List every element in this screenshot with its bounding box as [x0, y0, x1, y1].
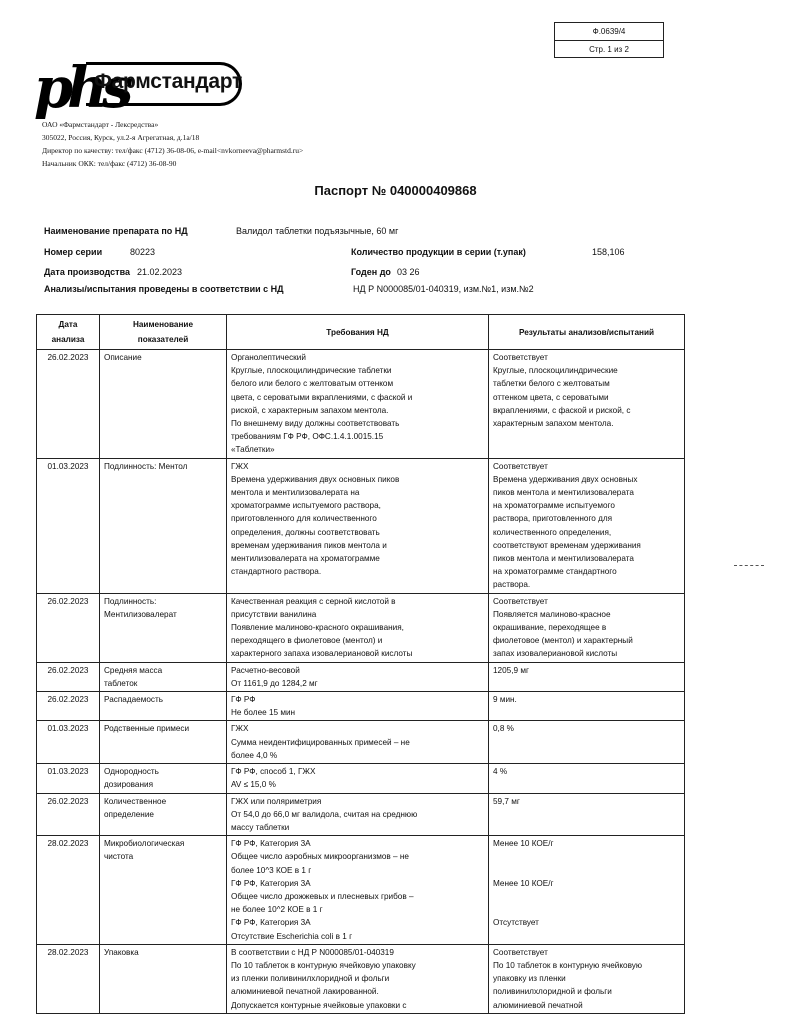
cell-requirement: ГЖХ Сумма неидентифицированных примесей – не более 4,0 %: [227, 721, 489, 764]
production-date-label: Дата производства: [44, 267, 130, 277]
page-number: Стр. 1 из 2: [589, 45, 629, 54]
cell-requirement: ГФ РФ, способ 1, ГЖХ AV ≤ 15,0 %: [227, 764, 489, 793]
table-row: [37, 944, 685, 1013]
cell-indicator: Упаковка: [100, 944, 227, 1013]
cell-requirement: ГФ РФ Не более 15 мин: [227, 692, 489, 721]
drug-label: Наименование препарата по НД: [44, 226, 188, 236]
cell-result: Соответствует Времена удерживания двух основных пиков ментола и ментилизовалерата на хроматограмме испытуемого раствора, приготовленного для количественного определения, соответствуют временам удерживания пиков ментола и ментилизовалерата на хроматограмме стандартного раствора.: [489, 458, 685, 593]
quantity-label: Количество продукции в серии (т.упак): [351, 247, 526, 257]
cell-date: 28.02.2023: [37, 944, 100, 1013]
cell-indicator: Средняя масса таблеток: [100, 662, 227, 691]
table-row: [37, 692, 685, 721]
cell-requirement: В соответствии с НД Р N000085/01-040319 По 10 таблеток в контурную ячейковую упаковку из пленки поливинилхлоридной и фольги алюминиевой печатной лакированной. Допускается контурные ячейковые упаковки с: [227, 944, 489, 1013]
form-code: Ф.0639/4: [555, 23, 663, 41]
analysis-standard-label: Анализы/испытания проведены в соответствии с НД: [44, 284, 284, 294]
cell-date: 26.02.2023: [37, 662, 100, 691]
table-row: [37, 350, 685, 459]
header-requirements: Требования НД: [227, 315, 489, 350]
table-row: [37, 662, 685, 691]
cell-result: 1205,9 мг: [489, 662, 685, 691]
cell-indicator: Однородность дозирования: [100, 764, 227, 793]
expiry-label: Годен до: [351, 267, 391, 277]
cell-date: 01.03.2023: [37, 764, 100, 793]
cell-result: Менее 10 КОЕ/г Менее 10 КОЕ/г Отсутствует: [489, 836, 685, 945]
cell-date: 26.02.2023: [37, 692, 100, 721]
logo-mark: phs: [34, 55, 128, 121]
company-okk-head: Начальник ОКК: тел/факс (4712) 36-08-90: [42, 159, 177, 168]
form-code-box: [554, 22, 664, 58]
cell-date: 26.02.2023: [37, 793, 100, 836]
cell-date: 01.03.2023: [37, 458, 100, 593]
table-row: [37, 836, 685, 945]
cell-indicator: Родственные примеси: [100, 721, 227, 764]
logo-name: Фармстандарт: [94, 70, 242, 93]
cell-requirement: ГЖХ или поляриметрия От 54,0 до 66,0 мг валидола, считая на среднюю массу таблетки: [227, 793, 489, 836]
table-row: [37, 793, 685, 836]
drug-value: Валидол таблетки подъязычные, 60 мг: [236, 226, 399, 236]
results-table: [36, 314, 685, 1014]
cell-result: 59,7 мг: [489, 793, 685, 836]
cell-requirement: Расчетно-весовой От 1161,9 до 1284,2 мг: [227, 662, 489, 691]
table-row: [37, 593, 685, 662]
cell-requirement: ГЖХ Времена удерживания двух основных пиков ментола и ментилизовалерата на хроматограмме испытуемого раствора, приготовленного для количественного определения, должны соответствовать временам удерживания пиков ментола и ментилизовалерата на хроматограмме стандартного раствора.: [227, 458, 489, 593]
quantity-value: 158,106: [592, 247, 625, 257]
page-title: Паспорт № 040000409868: [314, 183, 477, 198]
table-header-row: [37, 315, 685, 350]
cell-date: 01.03.2023: [37, 721, 100, 764]
margin-scan-mark: [734, 565, 764, 572]
cell-indicator: Количественное определение: [100, 793, 227, 836]
cell-result: 0,8 %: [489, 721, 685, 764]
cell-requirement: Качественная реакция с серной кислотой в присутствии ванилина Появление малиново-красного окрашивания, переходящего в фиолетовое (ментол) и характерного запаха изовалериановой кислоты: [227, 593, 489, 662]
cell-date: 26.02.2023: [37, 350, 100, 459]
expiry-value: 03 26: [397, 267, 420, 277]
table-row: [37, 458, 685, 593]
analysis-standard-value: НД Р N000085/01-040319, изм.№1, изм.№2: [353, 284, 534, 294]
cell-result: Соответствует Появляется малиново-красное окрашивание, переходящее в фиолетовое (ментол) и характерный запах изовалериановой кислоты: [489, 593, 685, 662]
table-row: [37, 721, 685, 764]
series-label: Номер серии: [44, 247, 103, 257]
header-results: Результаты анализов/испытаний: [489, 315, 685, 350]
cell-date: 26.02.2023: [37, 593, 100, 662]
series-value: 80223: [130, 247, 156, 257]
company-address: 305022, Россия, Курск, ул.2-я Агрегатная, д.1а/18: [42, 133, 200, 142]
cell-indicator: Распадаемость: [100, 692, 227, 721]
company-quality-director: Директор по качеству: тел/факс (4712) 36-08-06, e-mail<nvkorneeva@pharmstd.ru>: [42, 146, 304, 155]
cell-indicator: Подлинность: Ментилизовалерат: [100, 593, 227, 662]
cell-result: Соответствует Круглые, плоскоцилиндрические таблетки белого с желтоватым оттенком цвета, с сероватыми вкраплениями, с фаской и риской, с характерным запахом ментола.: [489, 350, 685, 459]
cell-result: Соответствует По 10 таблеток в контурную ячейковую упаковку из пленки поливинилхлоридной и фольги алюминиевой печатной: [489, 944, 685, 1013]
table-row: [37, 764, 685, 793]
cell-indicator: Микробиологическая чистота: [100, 836, 227, 945]
company-name: ОАО «Фармстандарт - Лексредства»: [42, 120, 159, 129]
cell-requirement: Органолептический Круглые, плоскоцилиндрические таблетки белого или белого с желтоватым оттенком цвета, с сероватыми вкраплениями, с фаской и риской, с характерным запахом ментола. По внешнему виду должны соответствовать требованиям ГФ РФ, ОФС.1.4.1.0015.15 «Таблетки»: [227, 350, 489, 459]
cell-result: 9 мин.: [489, 692, 685, 721]
cell-requirement: ГФ РФ, Категория 3А Общее число аэробных микроорганизмов – не более 10^3 КОЕ в 1 г ГФ РФ, Категория 3А Общее число дрожжевых и плесневых грибов – не более 10^2 КОЕ в 1 г ГФ РФ, Категория 3А Отсутствие Escherichia coli в 1 г: [227, 836, 489, 945]
cell-indicator: Подлинность: Ментол: [100, 458, 227, 593]
cell-indicator: Описание: [100, 350, 227, 459]
header-indicator: Наименование показателей: [100, 315, 227, 350]
cell-date: 28.02.2023: [37, 836, 100, 945]
header-date: Дата анализа: [37, 315, 100, 350]
production-date-value: 21.02.2023: [137, 267, 183, 277]
company-info: [42, 118, 303, 170]
cell-result: 4 %: [489, 764, 685, 793]
